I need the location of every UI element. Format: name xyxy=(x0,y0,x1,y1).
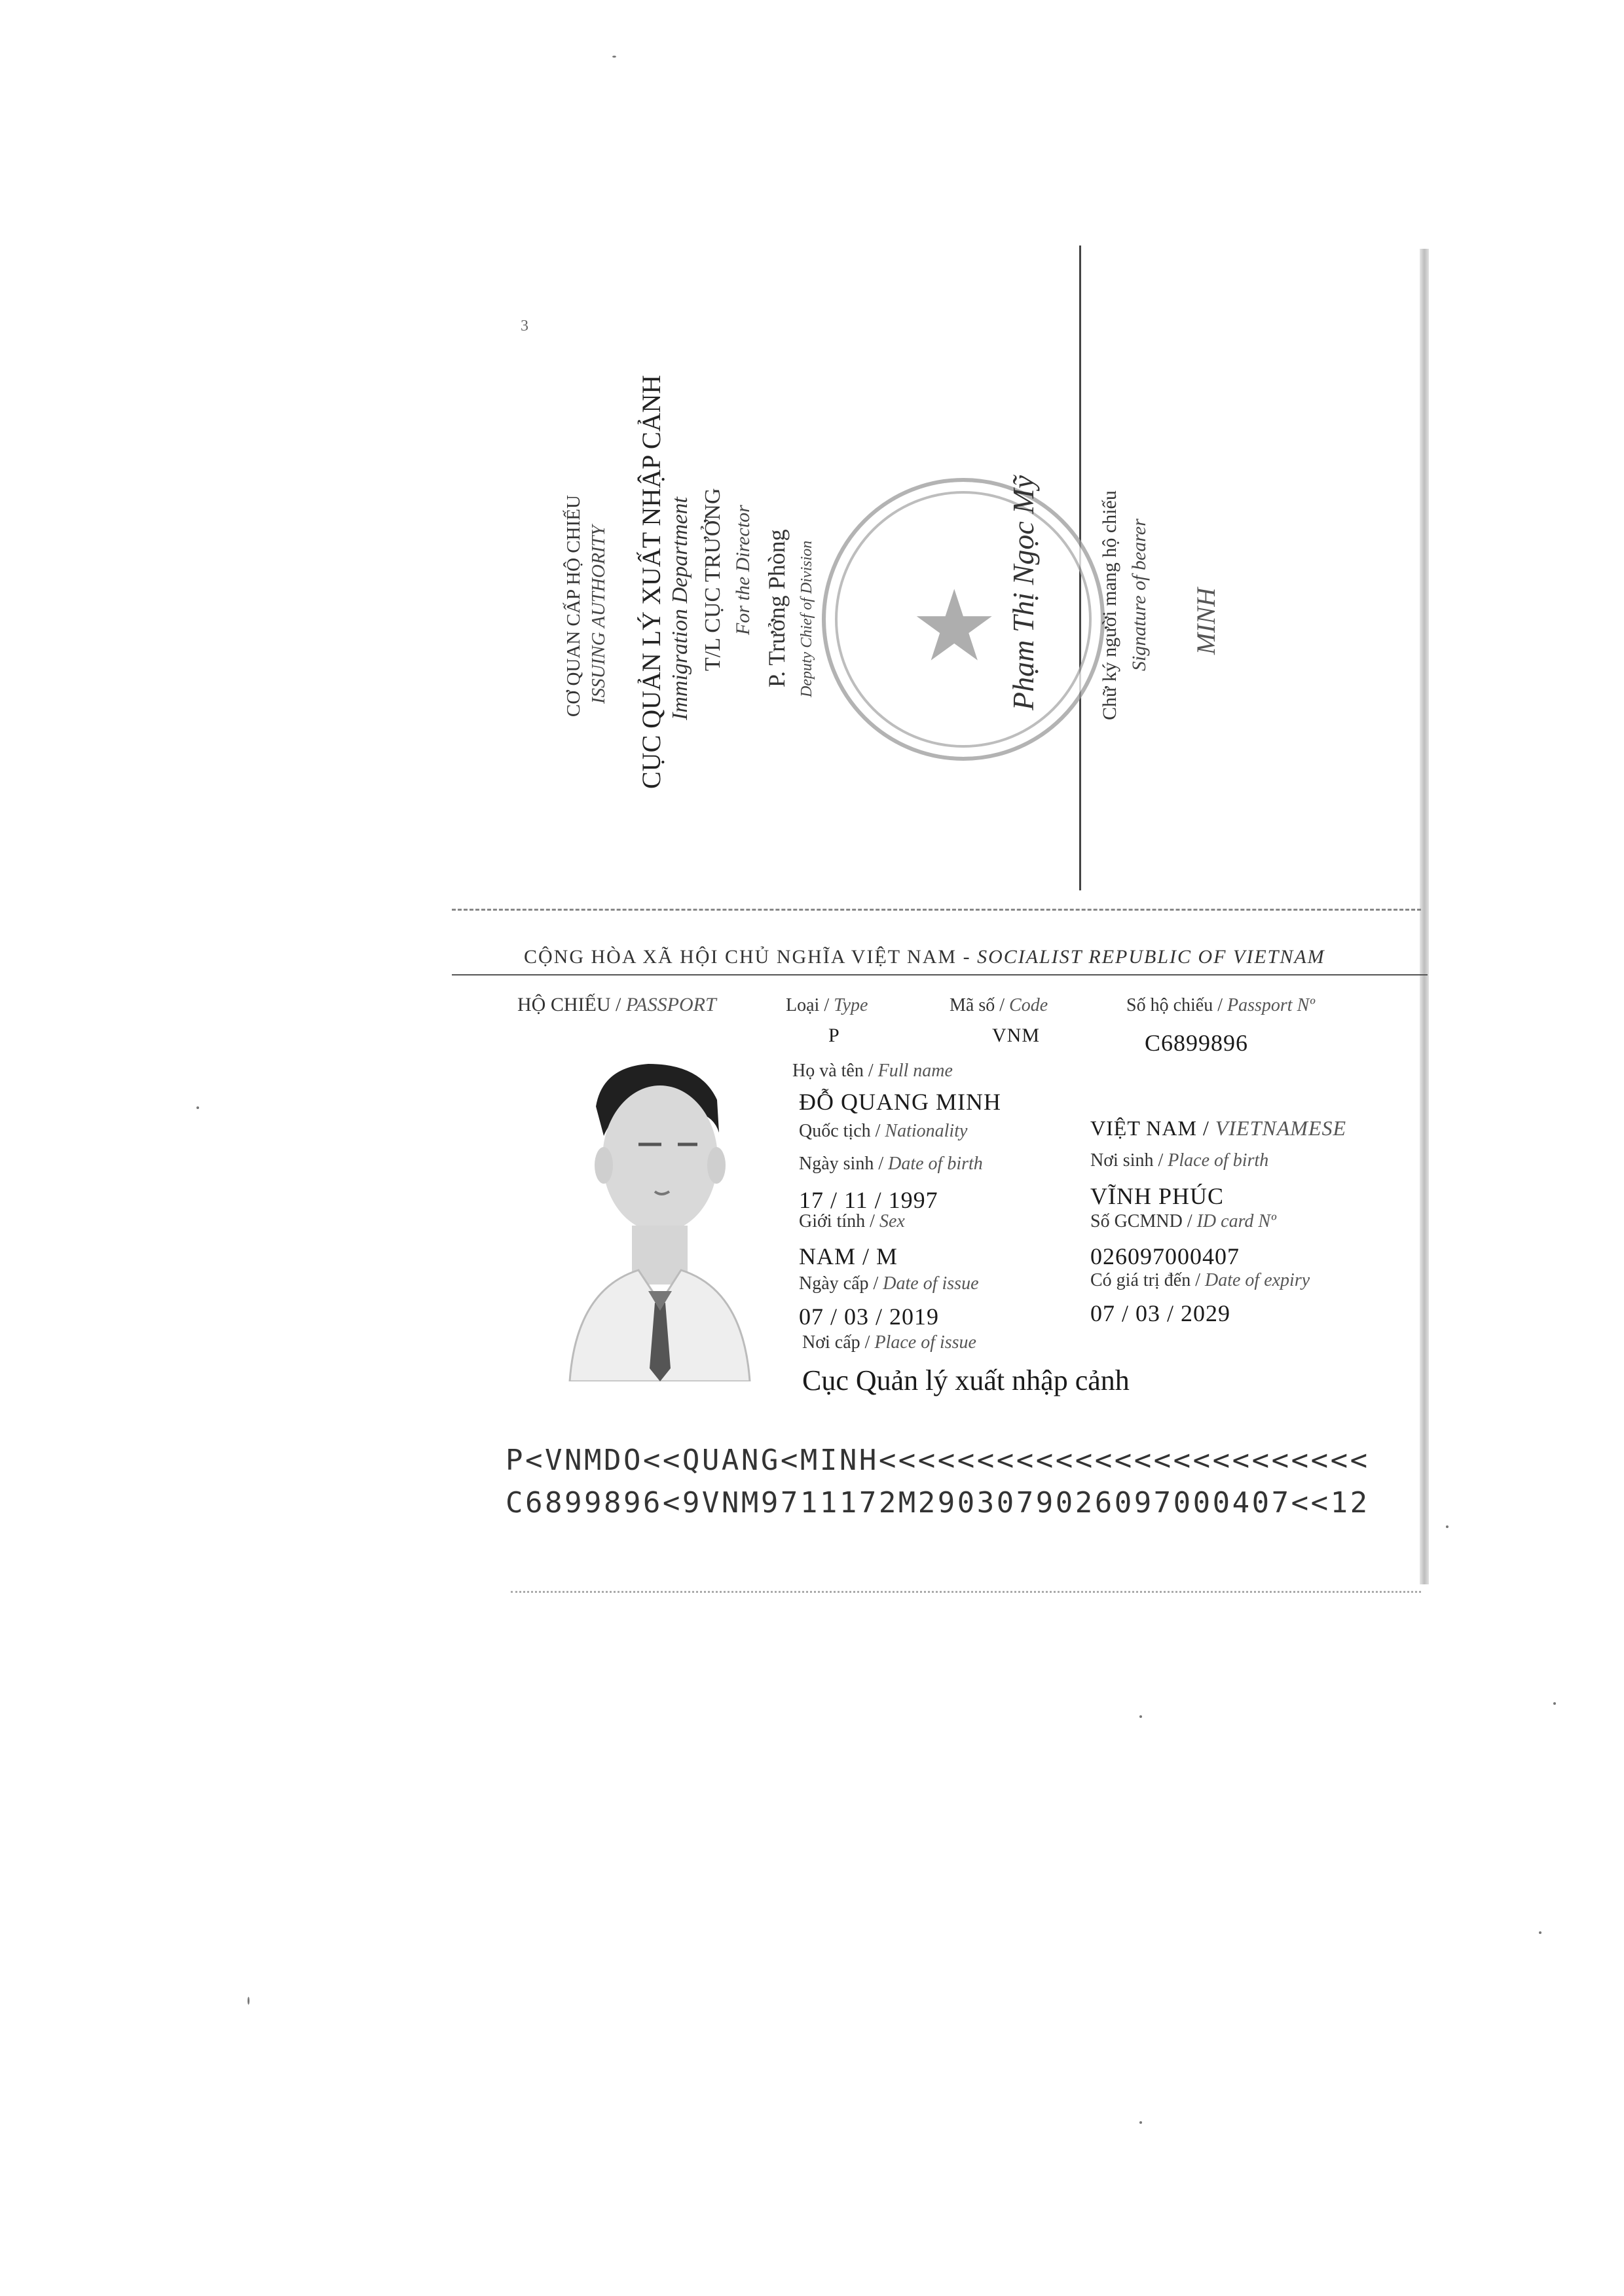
header-divider xyxy=(452,974,1428,975)
nationality-label: Quốc tịch / Nationality xyxy=(799,1121,968,1141)
place-of-birth-label: Nơi sinh / Place of birth xyxy=(1090,1150,1269,1171)
bearer-signature-label-en: Signature of bearer xyxy=(1128,519,1150,671)
scan-mark xyxy=(1446,1525,1449,1528)
nationality-value: VIỆT NAM / VIETNAMESE xyxy=(1090,1116,1347,1140)
bearer-signature-label-vn: Chữ ký người mang hộ chiếu xyxy=(1099,490,1120,720)
document-title: HỘ CHIẾU / PASSPORT xyxy=(517,994,716,1015)
sex-label: Giới tính / Sex xyxy=(799,1211,905,1231)
mrz-line-2: C6899896<9VNM9711172M2903079026097000407<<12 xyxy=(506,1486,1370,1520)
code-value: VNM xyxy=(992,1025,1041,1046)
page-bottom-edge xyxy=(511,1591,1421,1593)
scan-mark xyxy=(1139,1715,1142,1718)
type-label: Loại / Type xyxy=(786,995,868,1015)
type-value: P xyxy=(828,1025,840,1046)
page-edge-shadow xyxy=(1420,249,1429,1584)
department-en: Immigration Department xyxy=(668,497,692,720)
full-name-value: ĐỖ QUANG MINH xyxy=(799,1089,1001,1115)
page-number: 3 xyxy=(521,318,528,335)
department-vn: CỤC QUẢN LÝ XUẤT NHẬP CẢNH xyxy=(637,374,666,789)
official-signature: Phạm Thị Ngọc Mỹ xyxy=(1006,475,1040,710)
for-director-en: For the Director xyxy=(732,505,754,635)
deputy-en: Deputy Chief of Division xyxy=(798,540,815,697)
place-of-issue-label: Nơi cấp / Place of issue xyxy=(802,1332,976,1353)
place-of-issue-value: Cục Quản lý xuất nhập cảnh xyxy=(802,1364,1130,1396)
mrz-line-1: P<VNMDO<<QUANG<MINH<<<<<<<<<<<<<<<<<<<<<<<<< xyxy=(506,1444,1370,1477)
date-of-expiry-label: Có giá trị đến / Date of expiry xyxy=(1090,1270,1310,1290)
for-director-vn: T/L CỤC TRƯỞNG xyxy=(701,488,725,671)
issuing-authority-vn: CƠ QUAN CẤP HỘ CHIẾU xyxy=(563,495,584,717)
full-name-label: Họ và tên / Full name xyxy=(792,1061,953,1081)
date-of-issue-value: 07 / 03 / 2019 xyxy=(799,1303,940,1330)
place-of-birth-value: VĨNH PHÚC xyxy=(1090,1183,1225,1209)
passport-no-value: C6899896 xyxy=(1145,1030,1249,1056)
id-card-value: 026097000407 xyxy=(1090,1243,1240,1269)
dob-value: 17 / 11 / 1997 xyxy=(799,1187,938,1213)
scan-mark xyxy=(1139,2121,1142,2124)
issuing-authority-en: ISSUING AUTHORITY xyxy=(588,525,609,704)
date-of-expiry-value: 07 / 03 / 2029 xyxy=(1090,1300,1231,1326)
date-of-issue-label: Ngày cấp / Date of issue xyxy=(799,1273,979,1294)
dob-label: Ngày sinh / Date of birth xyxy=(799,1154,983,1174)
scan-mark xyxy=(196,1106,199,1109)
bearer-photo xyxy=(550,1054,760,1381)
bearer-signature: MINH xyxy=(1191,587,1221,655)
country-header: CỘNG HÒA XÃ HỘI CHỦ NGHĨA VIỆT NAM - SOCIALIST REPUBLIC OF VIETNAM xyxy=(524,946,1325,968)
id-card-label: Số GCMND / ID card Nº xyxy=(1090,1211,1276,1231)
scan-mark xyxy=(248,1997,249,2005)
deputy-vn: P. Trưởng Phòng xyxy=(764,529,790,687)
sex-value: NAM / M xyxy=(799,1243,898,1269)
code-label: Mã số / Code xyxy=(950,995,1048,1015)
scan-mark xyxy=(1539,1931,1541,1934)
passport-no-label: Số hộ chiếu / Passport Nº xyxy=(1126,995,1315,1015)
scan-mark xyxy=(612,56,616,58)
page-fold-line xyxy=(452,909,1421,911)
seal-star-icon: ★ xyxy=(910,570,999,683)
scan-mark xyxy=(1553,1702,1556,1705)
